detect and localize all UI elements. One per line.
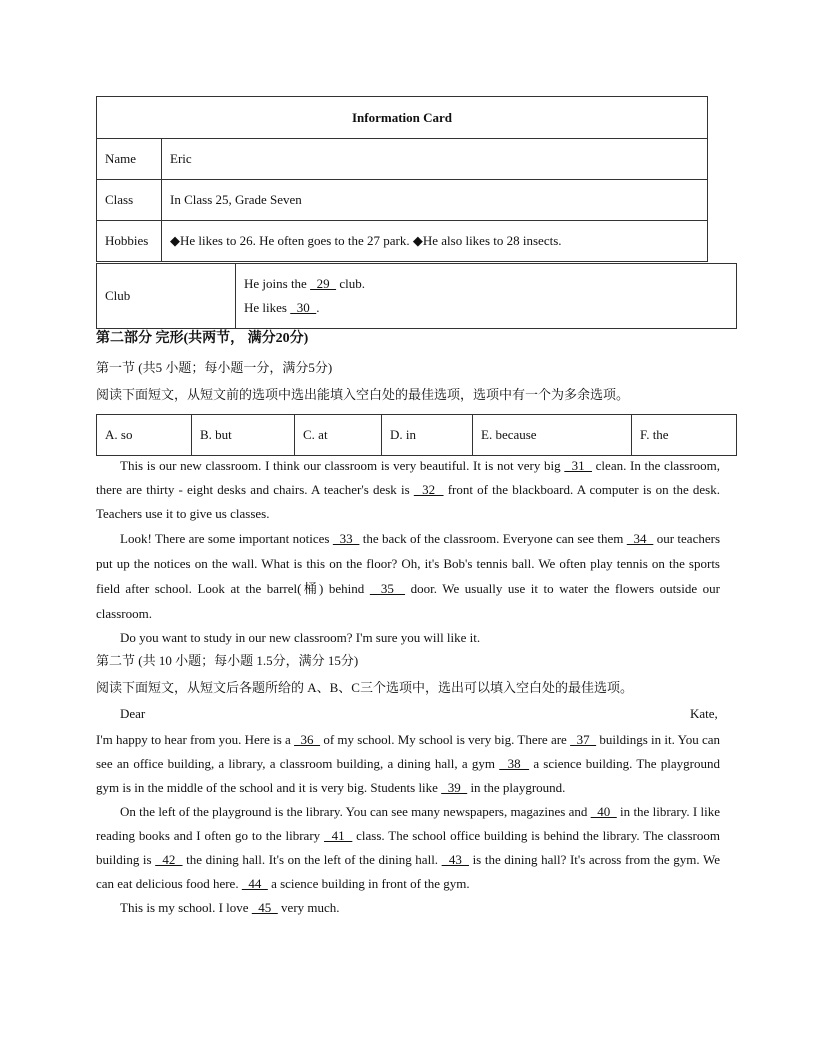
passage-2 bbox=[96, 728, 720, 920]
part2-heading: 第二部分 完形(共两节， 满分20分) bbox=[96, 331, 309, 346]
card-label-class: Class bbox=[97, 180, 162, 221]
card-value-class: In Class 25, Grade Seven bbox=[162, 180, 708, 221]
section2-heading: 第二节 (共 10 小题；每小题 1.5分，满分 15分) bbox=[96, 653, 359, 668]
l2-text-d: the dining hall. It's on the left of the dining hall. bbox=[182, 852, 442, 867]
blank-41: 41 bbox=[323, 828, 353, 843]
section2-instructions: 阅读下面短文，从短文后各题所给的 A、B、C三个选项中，选出可以填入空白处的最佳选项。 bbox=[96, 680, 633, 695]
club-row bbox=[96, 263, 737, 329]
blank-34: 34 bbox=[626, 531, 654, 546]
p1-text-b: clean. In the classroom, there are thirty - eight desks and chairs. A teacher's desk is bbox=[96, 458, 721, 497]
l2-text-b: in the library. I like reading books and I often go to the library bbox=[96, 804, 721, 843]
blank-29: 29 bbox=[310, 276, 337, 291]
options-table bbox=[96, 414, 737, 456]
blank-33: 33 bbox=[332, 531, 360, 546]
club-line-2 bbox=[244, 296, 728, 320]
blank-32: 32 bbox=[413, 482, 444, 497]
l3-text-a: This is my school. I love bbox=[120, 900, 252, 915]
blank-38: 38 bbox=[499, 756, 530, 771]
club-line-1-end: club. bbox=[336, 276, 365, 291]
card-value-name: Eric bbox=[162, 139, 708, 180]
passage-1-para-2 bbox=[96, 526, 720, 626]
p2-text-d: door. We usually use it to water the flowers outside our classroom. bbox=[96, 581, 720, 621]
card-label-hobbies: Hobbies bbox=[97, 221, 162, 262]
option-c: C. at bbox=[295, 415, 382, 456]
passage-2-para-1 bbox=[96, 728, 720, 800]
option-a: A. so bbox=[97, 415, 192, 456]
blank-44: 44 bbox=[241, 876, 268, 891]
passage-1 bbox=[96, 454, 720, 650]
passage-1-para-1 bbox=[96, 454, 720, 526]
card-label-club: Club bbox=[97, 264, 236, 329]
blank-40: 40 bbox=[590, 804, 617, 819]
p1-text-a: This is our new classroom. I think our classroom is very beautiful. It is not very big bbox=[120, 458, 565, 473]
l2-text-c: class. The school office building is behind the library. The classroom building is bbox=[96, 828, 720, 867]
blank-43: 43 bbox=[441, 852, 469, 867]
option-f: F. the bbox=[632, 415, 737, 456]
information-card bbox=[96, 96, 708, 262]
blank-31: 31 bbox=[564, 458, 592, 473]
option-e: E. because bbox=[473, 415, 632, 456]
p2-text-c: our teachers put up the notices on the wall. What is this on the floor? Oh, it's Bob's tennis ball. We often play tennis on the sports field after school. Look at the barrel(桶) behind bbox=[96, 531, 721, 596]
card-value-hobbies: ◆He likes to 26. He often goes to the 27 park. ◆He also likes to 28 insects. bbox=[162, 221, 708, 262]
card-value-club bbox=[236, 264, 737, 329]
blank-36: 36 bbox=[294, 732, 321, 747]
l2-text-f: a science building in front of the gym. bbox=[267, 876, 470, 891]
l1-text-c: buildings in it. You can see an office building, a library, a classroom building, a dining hall, a gym bbox=[96, 732, 721, 771]
club-line-1 bbox=[244, 272, 728, 296]
club-line-2-text: He likes bbox=[244, 300, 291, 315]
blank-35: 35 bbox=[369, 581, 406, 596]
l2-text-e: is the dining hall? It's across from the gym. We can eat delicious food here. bbox=[96, 852, 720, 891]
p1-text-c: front of the blackboard. A computer is on the desk. Teachers use it to give us classes. bbox=[96, 482, 720, 521]
card-title: Information Card bbox=[97, 97, 708, 139]
club-line-1-text: He joins the bbox=[244, 276, 311, 291]
card-label-name: Name bbox=[97, 139, 162, 180]
option-b: B. but bbox=[192, 415, 295, 456]
l1-text-b: of my school. My school is very big. There are bbox=[320, 732, 571, 747]
passage-1-para-3: Do you want to study in our new classroom? I'm sure you will like it. bbox=[120, 630, 481, 645]
blank-37: 37 bbox=[570, 732, 597, 747]
p2-text-b: the back of the classroom. Everyone can see them bbox=[359, 531, 627, 546]
p2-text-a: Look! There are some important notices bbox=[120, 531, 333, 546]
l1-text-a: I'm happy to hear from you. Here is a bbox=[96, 732, 295, 747]
section1-heading: 第一节 (共5 小题；每小题一分，满分5分) bbox=[96, 360, 333, 375]
letter-recipient: Kate, bbox=[690, 706, 718, 721]
blank-42: 42 bbox=[155, 852, 183, 867]
passage-2-para-3 bbox=[96, 896, 720, 920]
l3-text-b: very much. bbox=[277, 900, 340, 915]
blank-39: 39 bbox=[441, 780, 468, 795]
club-line-2-end: . bbox=[316, 300, 320, 315]
passage-2-para-2 bbox=[96, 800, 720, 896]
blank-45: 45 bbox=[251, 900, 278, 915]
letter-dear: Dear bbox=[120, 706, 146, 721]
blank-30: 30 bbox=[290, 300, 317, 315]
option-d: D. in bbox=[382, 415, 473, 456]
l1-text-d: a science building. The playground gym is in the middle of the school and it is very big. Students like bbox=[96, 756, 721, 795]
l2-text-a: On the left of the playground is the library. You can see many newspapers, magazines and bbox=[120, 804, 591, 819]
section1-instructions: 阅读下面短文，从短文前的选项中选出能填入空白处的最佳选项，选项中有一个为多余选项。 bbox=[96, 387, 630, 402]
l1-text-e: in the playground. bbox=[467, 780, 566, 795]
